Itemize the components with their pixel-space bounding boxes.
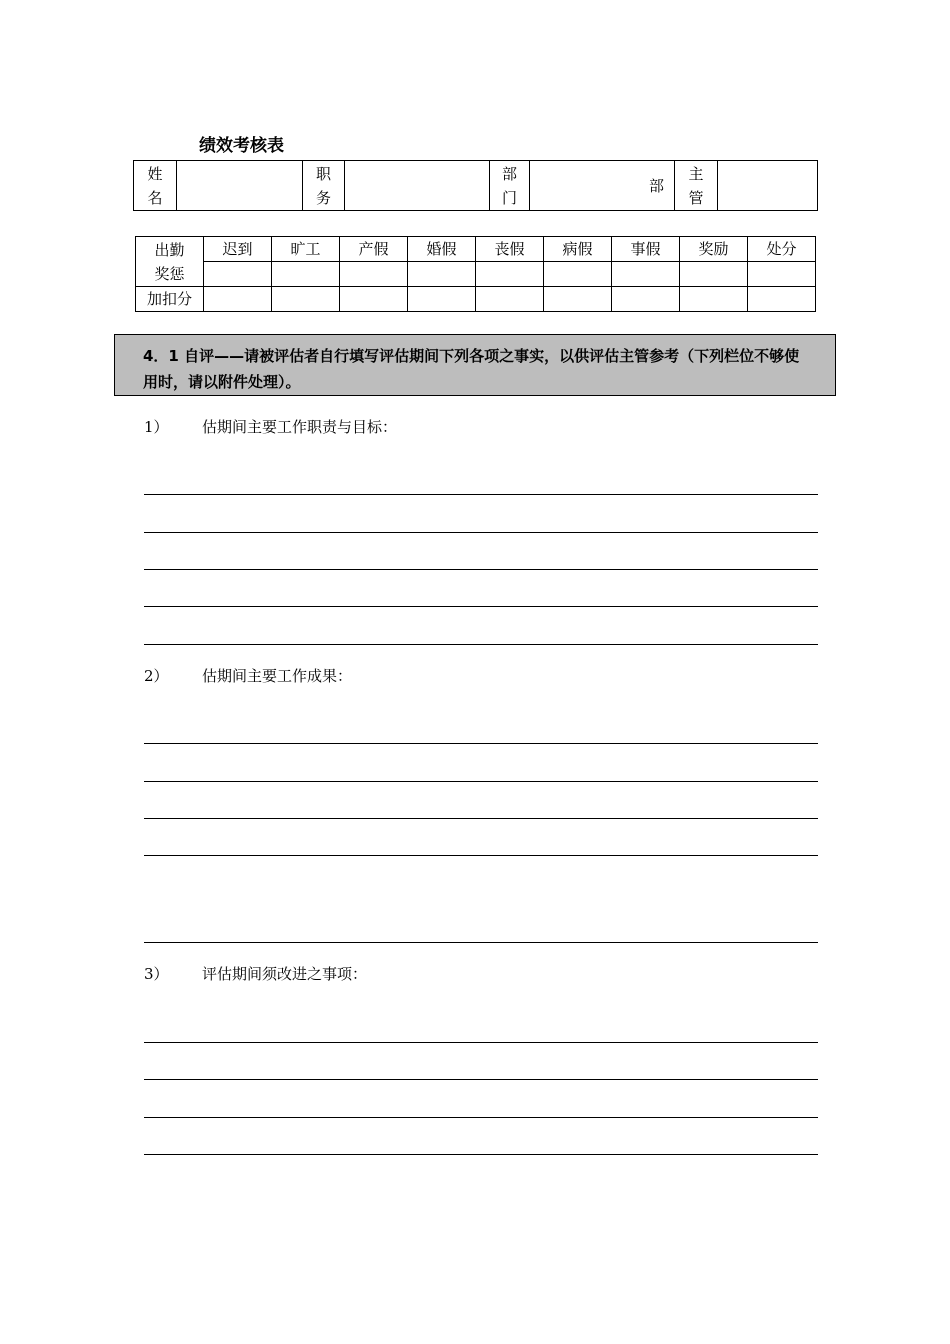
question-1 [144, 416, 397, 437]
name-label: 姓 名 [134, 161, 177, 211]
attendance-cell[interactable] [748, 262, 816, 287]
supervisor-label: 主 管 [675, 161, 718, 211]
answer-line[interactable] [144, 743, 818, 744]
column-header: 产假 [340, 237, 408, 262]
column-header: 婚假 [408, 237, 476, 262]
attendance-cell[interactable] [544, 262, 612, 287]
answer-line[interactable] [144, 1117, 818, 1118]
question-2 [144, 665, 352, 686]
answer-line[interactable] [144, 1079, 818, 1080]
column-header: 病假 [544, 237, 612, 262]
column-header: 旷工 [272, 237, 340, 262]
self-evaluation-heading: 4．1 自评——请被评估者自行填写评估期间下列各项之事实，以供评估主管参考（下列栏位不够使用时，请以附件处理）。 [114, 334, 836, 396]
attendance-cell[interactable] [204, 262, 272, 287]
score-row-label: 加扣分 [136, 287, 204, 312]
answer-line[interactable] [144, 1154, 818, 1155]
position-label: 职 务 [303, 161, 345, 211]
score-cell[interactable] [476, 287, 544, 312]
employee-info-table [133, 160, 818, 211]
department-field[interactable]: 部 [530, 161, 675, 211]
attendance-row-label: 出勤 奖惩 [136, 237, 204, 287]
question-text: 估期间主要工作职责与目标： [202, 418, 398, 436]
score-cell[interactable] [680, 287, 748, 312]
score-cell[interactable] [544, 287, 612, 312]
column-header: 事假 [612, 237, 680, 262]
attendance-cell[interactable] [612, 262, 680, 287]
score-cell[interactable] [272, 287, 340, 312]
score-cell[interactable] [612, 287, 680, 312]
position-field[interactable] [345, 161, 490, 211]
answer-line[interactable] [144, 855, 818, 856]
score-cell[interactable] [204, 287, 272, 312]
attendance-cell[interactable] [408, 262, 476, 287]
answer-line[interactable] [144, 1042, 818, 1043]
answer-line[interactable] [144, 818, 818, 819]
answer-line[interactable] [144, 781, 818, 782]
attendance-cell[interactable] [680, 262, 748, 287]
column-header: 处分 [748, 237, 816, 262]
answer-line[interactable] [144, 494, 818, 495]
attendance-cell[interactable] [340, 262, 408, 287]
supervisor-field[interactable] [718, 161, 818, 211]
question-number: 3） [144, 965, 169, 983]
column-header: 迟到 [204, 237, 272, 262]
attendance-cell[interactable] [272, 262, 340, 287]
score-cell[interactable] [408, 287, 476, 312]
question-number: 1） [144, 418, 169, 436]
answer-line[interactable] [144, 569, 818, 570]
name-field[interactable] [177, 161, 303, 211]
answer-line[interactable] [144, 532, 818, 533]
answer-line[interactable] [144, 606, 818, 607]
department-label: 部 门 [490, 161, 530, 211]
attendance-cell[interactable] [476, 262, 544, 287]
column-header: 奖励 [680, 237, 748, 262]
question-number: 2） [144, 667, 169, 685]
question-text: 估期间主要工作成果： [202, 667, 353, 685]
answer-line[interactable] [144, 942, 818, 943]
score-cell[interactable] [748, 287, 816, 312]
question-text: 评估期间须改进之事项： [202, 965, 368, 983]
question-3 [144, 963, 367, 984]
answer-line[interactable] [144, 644, 818, 645]
score-cell[interactable] [340, 287, 408, 312]
attendance-table [135, 236, 816, 312]
page-title: 绩效考核表 [199, 136, 284, 156]
column-header: 丧假 [476, 237, 544, 262]
